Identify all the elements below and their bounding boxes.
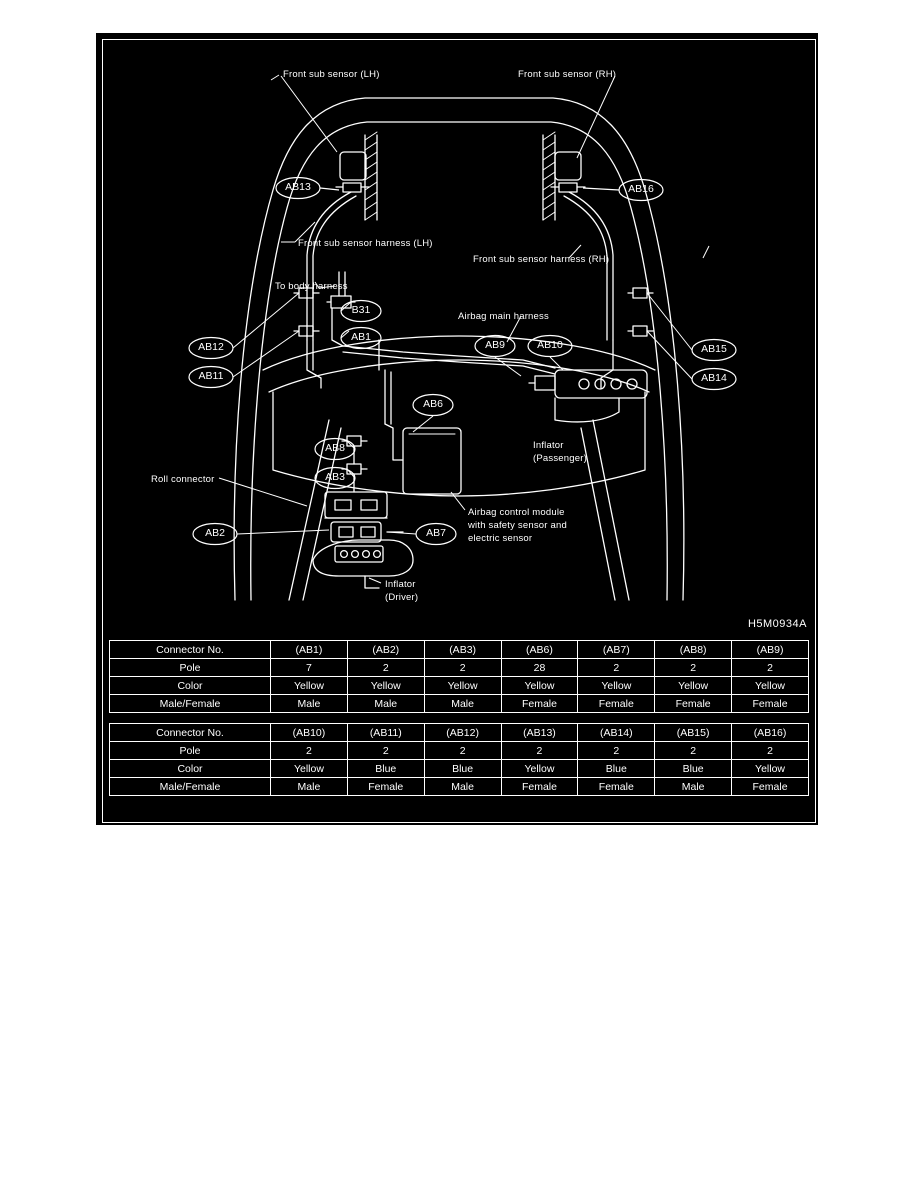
airbag-control-module-label-line2: with safety sensor and bbox=[468, 520, 567, 531]
cell-male-female-4: Female bbox=[501, 695, 578, 713]
cell-pole-3: 2 bbox=[424, 742, 501, 760]
cell-color-1: Yellow bbox=[271, 760, 348, 778]
callout-ab8: AB8 bbox=[325, 442, 345, 454]
cell-pole-5: 2 bbox=[578, 659, 655, 677]
roll-connector-label: Roll connector bbox=[151, 474, 215, 485]
connector-tables bbox=[109, 640, 811, 806]
table-row bbox=[110, 724, 809, 742]
callout-ab15: AB15 bbox=[701, 343, 727, 355]
cell-pole-2: 2 bbox=[347, 742, 424, 760]
cell-male-female-2: Female bbox=[347, 778, 424, 796]
callout-ab6: AB6 bbox=[423, 398, 443, 410]
row-header-color: Color bbox=[110, 677, 271, 695]
cell-male-female-7: Female bbox=[732, 778, 809, 796]
front-sub-sensor-rh-label: Front sub sensor (RH) bbox=[518, 69, 617, 80]
cell-connector-no-5: (AB14) bbox=[578, 724, 655, 742]
cell-connector-no-5: (AB7) bbox=[578, 641, 655, 659]
cell-male-female-1: Male bbox=[271, 778, 348, 796]
cell-pole-7: 2 bbox=[732, 659, 809, 677]
cell-color-1: Yellow bbox=[271, 677, 348, 695]
airbag-main-harness-label: Airbag main harness bbox=[458, 311, 549, 322]
callout-ab10: AB10 bbox=[537, 339, 563, 351]
cell-connector-no-4: (AB13) bbox=[501, 724, 578, 742]
cell-male-female-3: Male bbox=[424, 778, 501, 796]
table-row bbox=[110, 659, 809, 677]
row-header-connector-no: Connector No. bbox=[110, 724, 271, 742]
callout-ab1: AB1 bbox=[351, 331, 371, 343]
cell-connector-no-1: (AB1) bbox=[271, 641, 348, 659]
cell-pole-7: 2 bbox=[732, 742, 809, 760]
cell-connector-no-7: (AB9) bbox=[732, 641, 809, 659]
cell-pole-1: 2 bbox=[271, 742, 348, 760]
cell-male-female-3: Male bbox=[424, 695, 501, 713]
cell-connector-no-2: (AB2) bbox=[347, 641, 424, 659]
diagram-line-art bbox=[103, 40, 815, 640]
cell-male-female-7: Female bbox=[732, 695, 809, 713]
cell-connector-no-6: (AB8) bbox=[655, 641, 732, 659]
callout-ab11: AB11 bbox=[198, 370, 224, 382]
inflator-driver-label-line2: (Driver) bbox=[385, 592, 419, 603]
callout-b31: B31 bbox=[351, 304, 371, 316]
cell-color-4: Yellow bbox=[501, 677, 578, 695]
cell-pole-2: 2 bbox=[347, 659, 424, 677]
table-row bbox=[110, 677, 809, 695]
table-row bbox=[110, 641, 809, 659]
row-header-pole: Pole bbox=[110, 742, 271, 760]
cell-male-female-6: Male bbox=[655, 778, 732, 796]
cell-connector-no-7: (AB16) bbox=[732, 724, 809, 742]
cell-color-3: Blue bbox=[424, 760, 501, 778]
row-header-pole: Pole bbox=[110, 659, 271, 677]
connector-table-2 bbox=[109, 723, 809, 796]
cell-male-female-4: Female bbox=[501, 778, 578, 796]
cell-color-7: Yellow bbox=[732, 760, 809, 778]
callout-ab2: AB2 bbox=[205, 527, 225, 539]
cell-color-4: Yellow bbox=[501, 760, 578, 778]
row-header-male-female: Male/Female bbox=[110, 695, 271, 713]
cell-pole-4: 2 bbox=[501, 742, 578, 760]
to-body-harness-label: To body harness bbox=[275, 281, 348, 292]
inflator-passenger-label-line1: Inflator bbox=[533, 440, 564, 451]
cell-color-6: Blue bbox=[655, 760, 732, 778]
cell-connector-no-6: (AB15) bbox=[655, 724, 732, 742]
cell-color-5: Blue bbox=[578, 760, 655, 778]
cell-pole-6: 2 bbox=[655, 659, 732, 677]
cell-connector-no-4: (AB6) bbox=[501, 641, 578, 659]
cell-color-2: Yellow bbox=[347, 677, 424, 695]
cell-male-female-5: Female bbox=[578, 778, 655, 796]
table-row bbox=[110, 742, 809, 760]
inflator-driver-label-line1: Inflator bbox=[385, 579, 416, 590]
cell-color-3: Yellow bbox=[424, 677, 501, 695]
airbag-harness-diagram bbox=[103, 40, 815, 640]
front-sub-sensor-harness-rh-label: Front sub sensor harness (RH) bbox=[473, 254, 610, 265]
cell-connector-no-3: (AB12) bbox=[424, 724, 501, 742]
cell-connector-no-1: (AB10) bbox=[271, 724, 348, 742]
airbag-control-module-label-line1: Airbag control module bbox=[468, 507, 565, 518]
table-row bbox=[110, 695, 809, 713]
table-row bbox=[110, 778, 809, 796]
front-sub-sensor-harness-lh-label: Front sub sensor harness (LH) bbox=[298, 238, 433, 249]
callout-ab13: AB13 bbox=[285, 181, 311, 193]
cell-color-5: Yellow bbox=[578, 677, 655, 695]
cell-male-female-5: Female bbox=[578, 695, 655, 713]
front-sub-sensor-lh-label: Front sub sensor (LH) bbox=[283, 69, 380, 80]
callout-ab3: AB3 bbox=[325, 471, 345, 483]
callout-ab12: AB12 bbox=[198, 341, 224, 353]
row-header-color: Color bbox=[110, 760, 271, 778]
connector-table-1 bbox=[109, 640, 809, 713]
cell-pole-4: 28 bbox=[501, 659, 578, 677]
row-header-connector-no: Connector No. bbox=[110, 641, 271, 659]
cell-male-female-1: Male bbox=[271, 695, 348, 713]
figure-panel bbox=[96, 33, 818, 825]
airbag-control-module-label-line3: electric sensor bbox=[468, 533, 533, 544]
cell-pole-5: 2 bbox=[578, 742, 655, 760]
cell-pole-6: 2 bbox=[655, 742, 732, 760]
cell-color-6: Yellow bbox=[655, 677, 732, 695]
callout-ab9: AB9 bbox=[485, 339, 505, 351]
callout-ab16: AB16 bbox=[628, 183, 654, 195]
table-row bbox=[110, 760, 809, 778]
figure-inner-border bbox=[102, 39, 816, 823]
callout-ab14: AB14 bbox=[701, 372, 727, 384]
cell-pole-1: 7 bbox=[271, 659, 348, 677]
cell-connector-no-3: (AB3) bbox=[424, 641, 501, 659]
callout-ab7: AB7 bbox=[426, 527, 446, 539]
cell-connector-no-2: (AB11) bbox=[347, 724, 424, 742]
cell-pole-3: 2 bbox=[424, 659, 501, 677]
cell-male-female-6: Female bbox=[655, 695, 732, 713]
inflator-passenger-label-line2: (Passenger) bbox=[533, 453, 587, 464]
cell-color-7: Yellow bbox=[732, 677, 809, 695]
cell-male-female-2: Male bbox=[347, 695, 424, 713]
cell-color-2: Blue bbox=[347, 760, 424, 778]
row-header-male-female: Male/Female bbox=[110, 778, 271, 796]
figure-id-code: H5M0934A bbox=[747, 618, 807, 630]
